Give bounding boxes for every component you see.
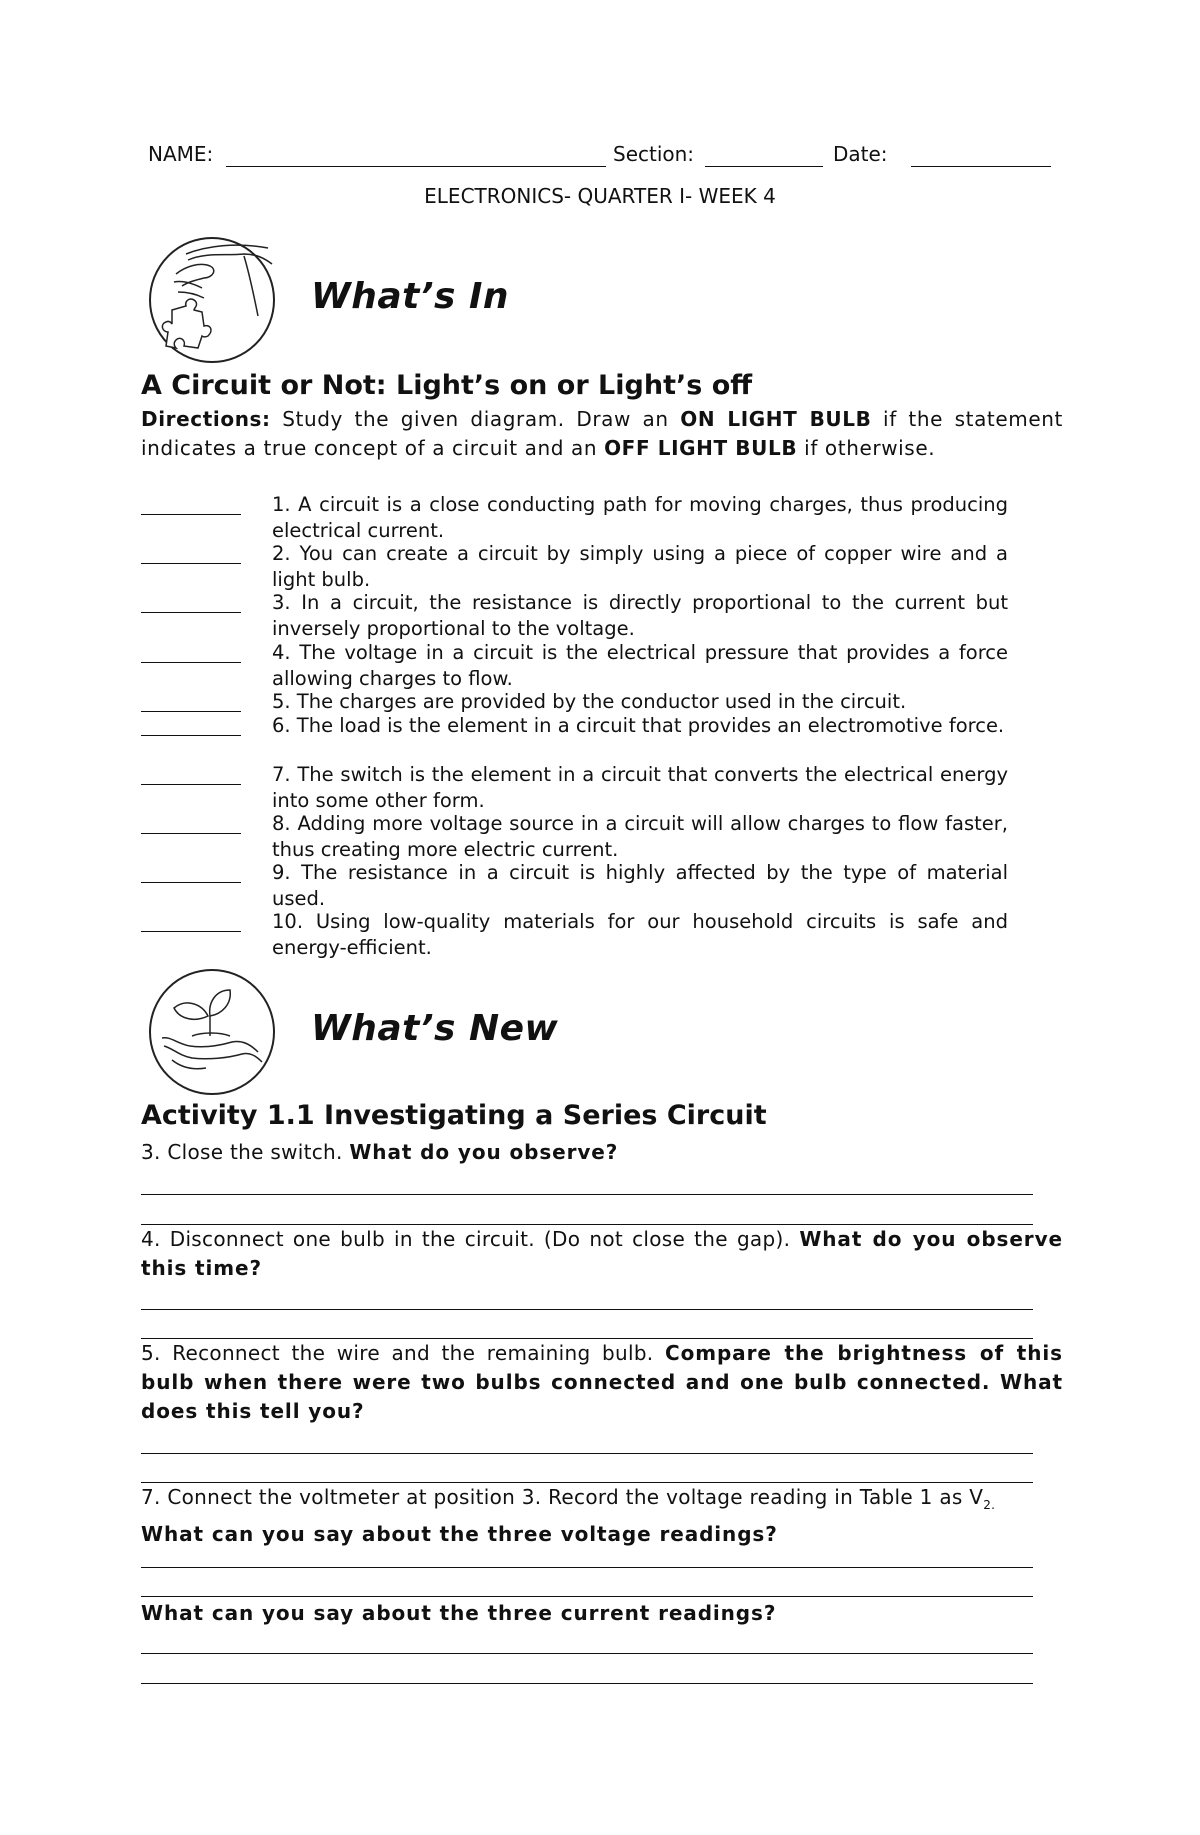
- statement-item-7: 7. The switch is the element in a circuit that converts the electrical energy into some other form.: [272, 763, 1008, 812]
- date-label: Date:: [833, 142, 888, 166]
- date-blank[interactable]: [911, 166, 1051, 167]
- statement-item-9: 9. The resistance in a circuit is highly affected by the type of material used.: [272, 861, 1008, 910]
- statement-item-2: 2. You can create a circuit by simply using a piece of copper wire and a light bulb.: [272, 542, 1008, 591]
- statement-item-1: 1. A circuit is a close conducting path for moving charges, thus producing electrical current.: [272, 493, 1008, 542]
- question-current: [141, 1599, 1063, 1628]
- plant-hand-icon: [146, 968, 282, 1096]
- statement-item-6: 6. The load is the element in a circuit that provides an electromotive force.: [272, 714, 1005, 737]
- statement-item-10: 10. Using low-quality materials for our household circuits is safe and energy-efficient.: [272, 910, 1008, 959]
- answer-line-q4-1[interactable]: [141, 1309, 1033, 1310]
- whats-in-title: What’s In: [311, 276, 509, 317]
- on-light-bulb-text: ON LIGHT BULB: [680, 407, 872, 431]
- puzzle-hand-icon: [146, 236, 282, 364]
- whats-new-title: What’s New: [311, 1008, 559, 1049]
- directions: [141, 405, 1063, 463]
- section-label: Section:: [613, 142, 695, 166]
- answer-blank-2[interactable]: [141, 563, 241, 564]
- answer-blank-7[interactable]: [141, 784, 241, 785]
- answer-blank-1[interactable]: [141, 514, 241, 515]
- answer-line-q5-1[interactable]: [141, 1453, 1033, 1454]
- statement-item-8: 8. Adding more voltage source in a circuit will allow charges to flow faster, thus creating more electric current.: [272, 812, 1008, 861]
- answer-line-q7-1[interactable]: [141, 1567, 1033, 1568]
- question-3-prompt: What do you observe?: [349, 1140, 619, 1164]
- student-info-line: [148, 142, 1053, 172]
- subject-week-title: ELECTRONICS- QUARTER I- WEEK 4: [424, 184, 776, 208]
- answer-blank-8[interactable]: [141, 833, 241, 834]
- answer-blank-10[interactable]: [141, 931, 241, 932]
- section-blank[interactable]: [705, 166, 823, 167]
- whats-in-heading: A Circuit or Not: Light’s on or Light’s off: [141, 370, 753, 401]
- name-label: NAME:: [148, 142, 214, 166]
- off-light-bulb-text: OFF LIGHT BULB: [604, 436, 798, 460]
- answer-blank-3[interactable]: [141, 612, 241, 613]
- answer-line-q3-1[interactable]: [141, 1194, 1033, 1195]
- question-4-prompt: What do you observe this time?: [141, 1227, 1063, 1280]
- question-3-text: 3. Close the switch.: [141, 1140, 343, 1164]
- answer-blank-6[interactable]: [141, 735, 241, 736]
- question-7-text: 7. Connect the voltmeter at position 3. Record the voltage reading in Table 1 as V: [141, 1485, 984, 1509]
- question-5-text: 5. Reconnect the wire and the remaining bulb.: [141, 1341, 654, 1365]
- statement-item-4: 4. The voltage in a circuit is the electrical pressure that provides a force allowing charges to flow.: [272, 641, 1008, 690]
- question-7: [141, 1483, 1063, 1549]
- answer-line-current-2[interactable]: [141, 1683, 1033, 1684]
- answer-blank-9[interactable]: [141, 882, 241, 883]
- question-5: [141, 1339, 1063, 1426]
- name-blank[interactable]: [226, 166, 606, 167]
- question-7-prompt: What can you say about the three voltage readings?: [141, 1522, 778, 1546]
- statement-item-3: 3. In a circuit, the resistance is directly proportional to the current but inversely proportional to the voltage.: [272, 591, 1008, 640]
- whats-new-heading: Activity 1.1 Investigating a Series Circuit: [141, 1100, 767, 1131]
- answer-blank-5[interactable]: [141, 711, 241, 712]
- question-current-prompt: What can you say about the three current readings?: [141, 1601, 777, 1625]
- question-4-text: 4. Disconnect one bulb in the circuit. (Do not close the gap).: [141, 1227, 791, 1251]
- answer-blank-4[interactable]: [141, 662, 241, 663]
- directions-label: Directions:: [141, 407, 271, 431]
- answer-line-current-1[interactable]: [141, 1653, 1033, 1654]
- question-4: [141, 1225, 1063, 1283]
- answer-line-q7-2[interactable]: [141, 1596, 1033, 1597]
- directions-text-3: if otherwise.: [804, 436, 936, 460]
- directions-text-1: Study the given diagram. Draw an: [282, 407, 669, 431]
- question-5-prompt: Compare the brightness of this bulb when there were two bulbs connected and one bulb connected. What does this tell you?: [141, 1341, 1063, 1423]
- directions-text-2: if the statement indicates a true concept of a circuit and an: [141, 407, 1063, 460]
- question-3: [141, 1138, 1063, 1167]
- statement-item-5: 5. The charges are provided by the conductor used in the circuit.: [272, 690, 907, 713]
- question-7-subscript: 2.: [983, 1498, 996, 1512]
